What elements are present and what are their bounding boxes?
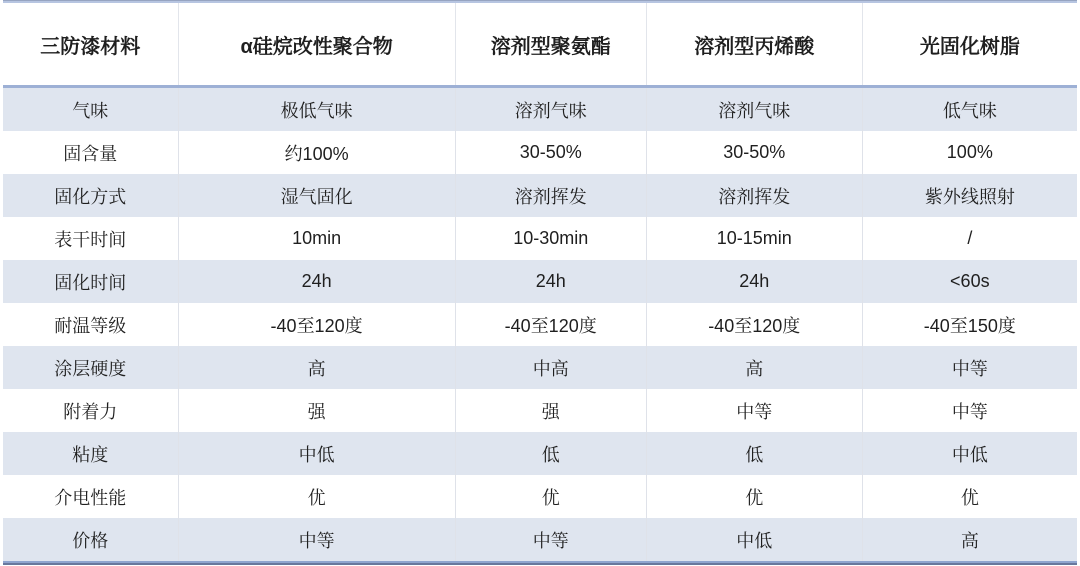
table-row [3, 260, 1077, 303]
value-cell: 100% [862, 131, 1077, 174]
value-cell: 高 [646, 346, 862, 389]
value-cell: 紫外线照射 [862, 174, 1077, 217]
value-cell: 优 [178, 475, 455, 518]
material-header-cell: 溶剂型聚氨酯 [455, 3, 646, 87]
material-header-cell: 溶剂型丙烯酸 [646, 3, 862, 87]
header-row [3, 3, 1077, 87]
value-cell: -40至120度 [455, 303, 646, 346]
value-cell: 低 [455, 432, 646, 475]
value-cell: 24h [455, 260, 646, 303]
table-body [3, 87, 1077, 562]
table-row [3, 518, 1077, 561]
value-cell: 30-50% [455, 131, 646, 174]
table-row [3, 87, 1077, 132]
table-row [3, 174, 1077, 217]
value-cell: 低气味 [862, 87, 1077, 132]
value-cell: 中等 [646, 389, 862, 432]
value-cell: 湿气固化 [178, 174, 455, 217]
corner-header-cell: 三防漆材料 [3, 3, 178, 87]
value-cell: 约100% [178, 131, 455, 174]
value-cell: 溶剂挥发 [455, 174, 646, 217]
value-cell: 低 [646, 432, 862, 475]
value-cell: 10min [178, 217, 455, 260]
value-cell: 溶剂挥发 [646, 174, 862, 217]
row-label-cell: 介电性能 [3, 475, 178, 518]
row-label-cell: 气味 [3, 87, 178, 132]
value-cell: 优 [455, 475, 646, 518]
row-label-cell: 耐温等级 [3, 303, 178, 346]
value-cell: 中等 [455, 518, 646, 561]
value-cell: 极低气味 [178, 87, 455, 132]
value-cell: 强 [455, 389, 646, 432]
value-cell: 强 [178, 389, 455, 432]
value-cell: 中等 [178, 518, 455, 561]
comparison-table [3, 0, 1077, 565]
value-cell: <60s [862, 260, 1077, 303]
row-label-cell: 固化方式 [3, 174, 178, 217]
table-row [3, 475, 1077, 518]
value-cell: 溶剂气味 [646, 87, 862, 132]
value-cell: 溶剂气味 [455, 87, 646, 132]
material-header-cell: α硅烷改性聚合物 [178, 3, 455, 87]
value-cell: 24h [178, 260, 455, 303]
value-cell: 10-15min [646, 217, 862, 260]
value-cell: 优 [646, 475, 862, 518]
material-header-cell: 光固化树脂 [862, 3, 1077, 87]
row-label-cell: 固化时间 [3, 260, 178, 303]
value-cell: 中高 [455, 346, 646, 389]
table-bottom-border-dark [3, 563, 1077, 565]
table-row [3, 217, 1077, 260]
row-label-cell: 粘度 [3, 432, 178, 475]
value-cell: 中低 [178, 432, 455, 475]
value-cell: -40至120度 [178, 303, 455, 346]
value-cell: 高 [862, 518, 1077, 561]
row-label-cell: 价格 [3, 518, 178, 561]
value-cell: 中等 [862, 346, 1077, 389]
value-cell: / [862, 217, 1077, 260]
table-row [3, 432, 1077, 475]
value-cell: 中等 [862, 389, 1077, 432]
row-label-cell: 涂层硬度 [3, 346, 178, 389]
table-row [3, 346, 1077, 389]
value-cell: -40至150度 [862, 303, 1077, 346]
materials-comparison-table [3, 3, 1077, 561]
row-label-cell: 附着力 [3, 389, 178, 432]
value-cell: 高 [178, 346, 455, 389]
value-cell: 中低 [646, 518, 862, 561]
value-cell: 30-50% [646, 131, 862, 174]
table-row [3, 389, 1077, 432]
table-row [3, 303, 1077, 346]
value-cell: 10-30min [455, 217, 646, 260]
table-row [3, 131, 1077, 174]
value-cell: 优 [862, 475, 1077, 518]
value-cell: 中低 [862, 432, 1077, 475]
value-cell: 24h [646, 260, 862, 303]
table-header [3, 3, 1077, 87]
row-label-cell: 固含量 [3, 131, 178, 174]
row-label-cell: 表干时间 [3, 217, 178, 260]
value-cell: -40至120度 [646, 303, 862, 346]
